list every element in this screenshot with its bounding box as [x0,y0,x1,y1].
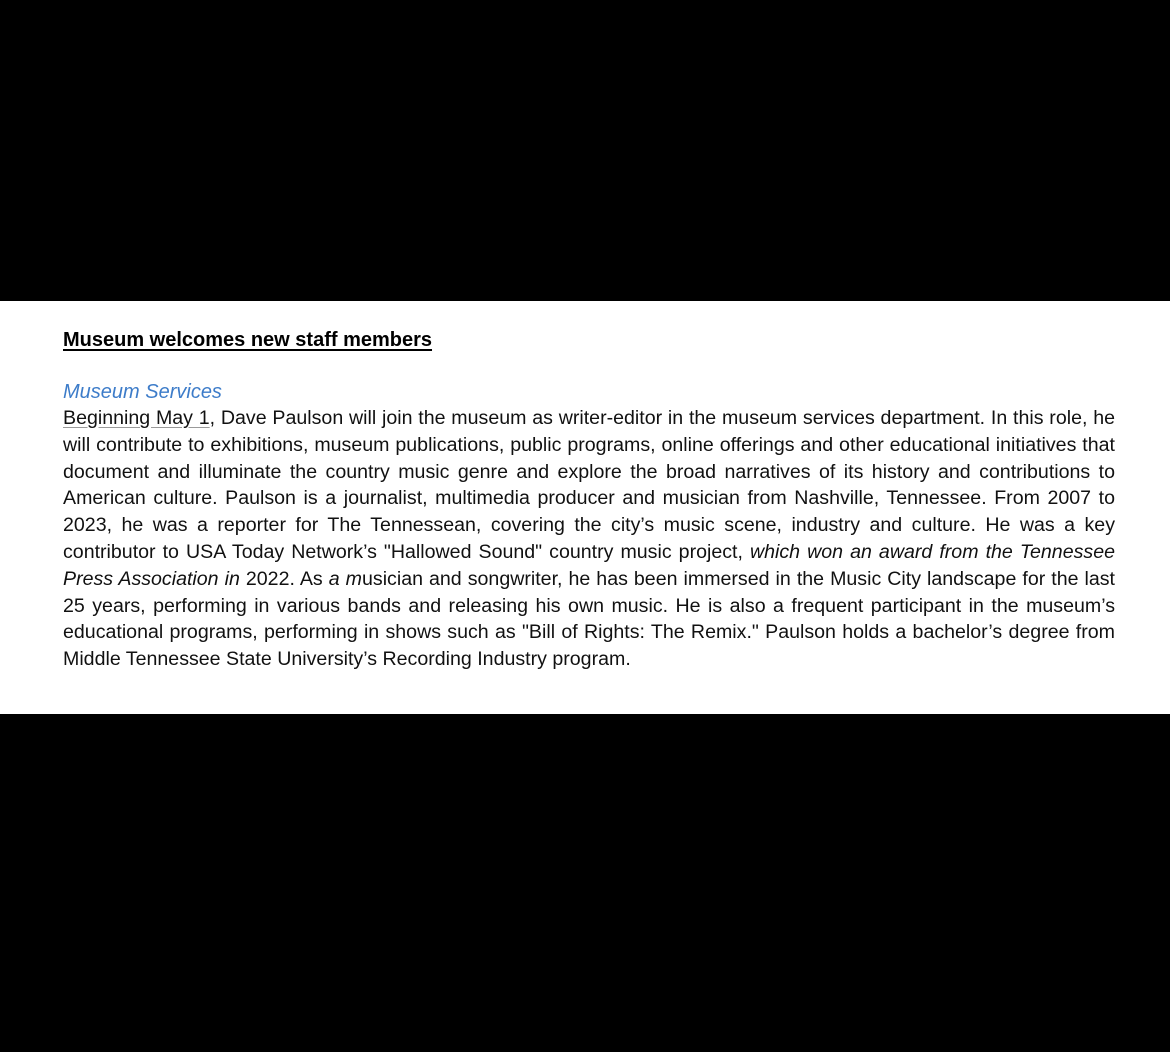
headline: Museum welcomes new staff members [63,329,433,351]
paragraph-text-1: , Dave Paulson will join the museum as writer-editor in the museum services department. In this role, he will contribute to exhibitions, museum publications, public programs, online offerings and other educational initiatives that document and illuminate the country music genre and explore the broad narratives of its history and contributions to American culture. Paulson is a journalist, multimedia producer and musician from Nashville, Tennessee. From 2007 to 2023, he was a reporter for The Tennessean, covering the city’s music scene, industry and culture. He was a key contributor to USA Today Network’s "Hallowed Sound" country music project, [63,407,1115,563]
date-chip[interactable]: Beginning May 1 [63,407,210,429]
body-paragraph [63,405,1115,673]
paragraph-text-2: 2022. As [239,567,329,590]
paragraph-italic-2: a m [328,567,362,590]
top-black-band [0,0,1170,301]
paragraph-text-3: usician and songwriter, he has been immersed in the Music City landscape for the last 25 years, performing in various bands and releasing his own music. He is also a frequent participant in the museum’s educational programs, performing in shows such as "Bill of Rights: The Remix." Paulson holds a bachelor’s degree from Middle Tennessee State University’s Recording Industry program. [63,567,1116,671]
bottom-black-band [0,714,1170,1052]
document-page [0,301,1170,714]
paragraph-italic-1: which won an award from the Tennessee Press Association in [63,540,1115,590]
section-heading: Museum Services [63,381,222,403]
